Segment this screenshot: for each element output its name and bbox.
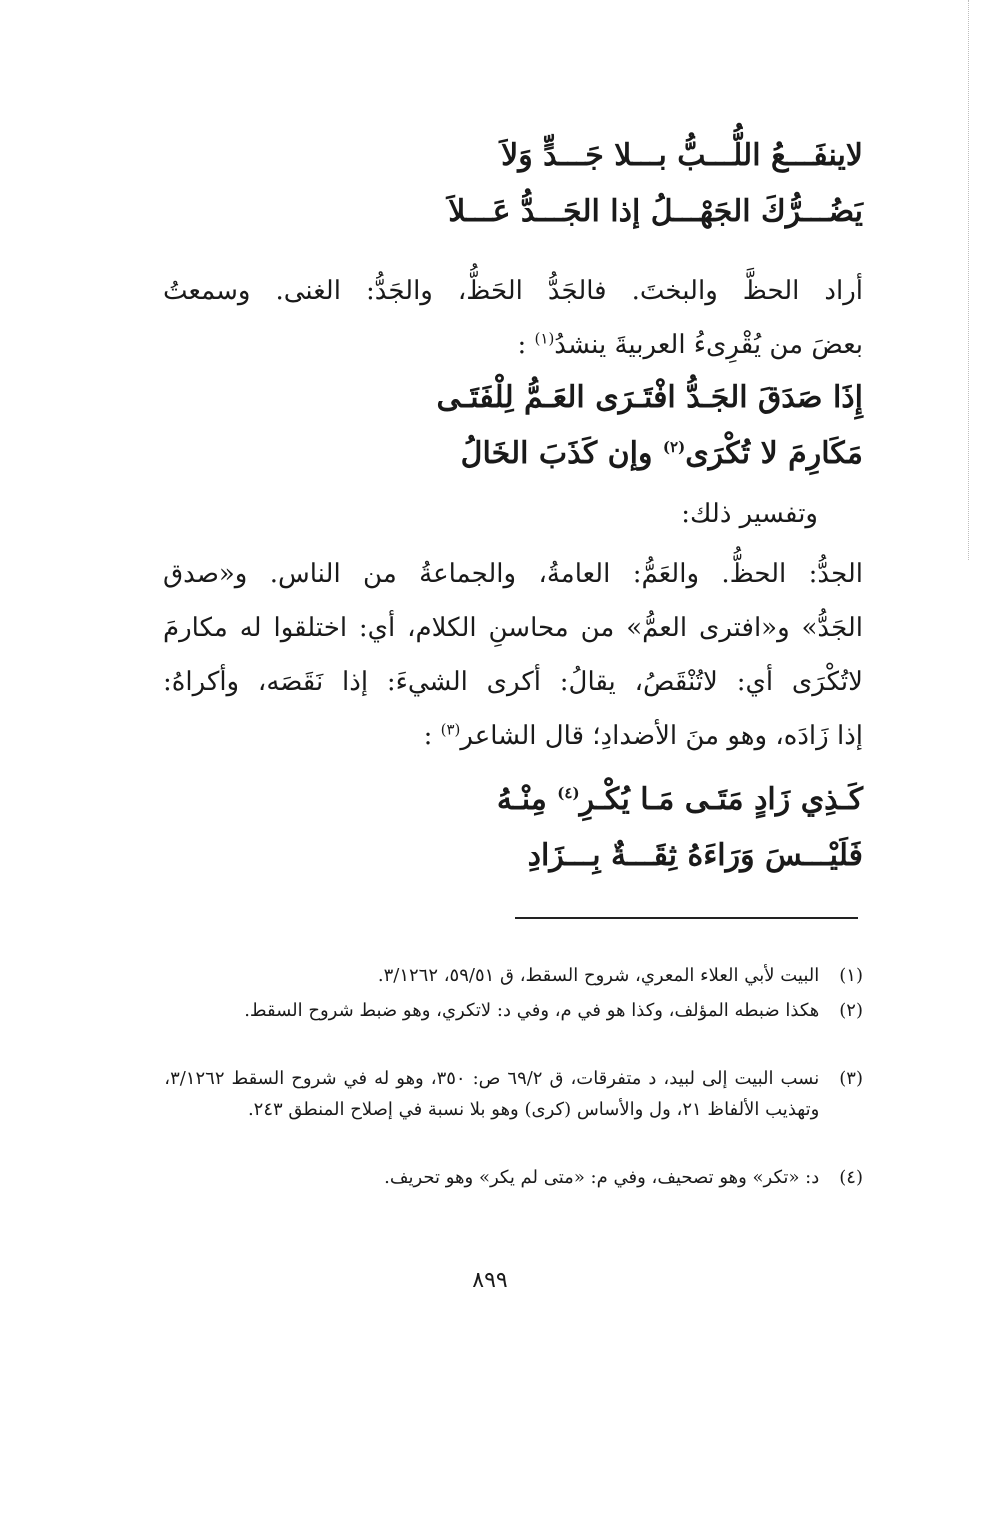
verse-2-hemistich-1: إِذَا صَدَقَ الجَـدُّ افْتَـرَى العَـمُّ لِلْفَتَـى [436,380,863,415]
footnote-3-text: نسب البيت إلى لبيد، د متفرقات، ق ٦٩/٢ ص: ٣٥٠، وهو له في شروح السقط ٣/١٢٦٢، وتهذيب الألفاظ ٢١، ول والأساس (كرى) وهو بلا نسبة في إصلاح المنطق ٢٤٣. [164,1068,820,1120]
verse-1 [163,128,863,240]
footnote-ref-4: (٤) [557,784,580,802]
verse-2-hemistich-2-b: وإن كَذَبَ الخَالُ [460,436,663,471]
footnote-2-number: (٢) [839,1000,863,1021]
verse-3 [163,772,863,884]
verse-3-hemistich-1-b: مِنْـهُ [496,782,558,817]
paragraph-2-line-1: الجدُّ: الحظُّ. والعَمُّ: العامةُ، والجماعةُ من الناس. و«صدق [163,559,863,589]
footnote-2 [163,995,863,1026]
footnote-4-number: (٤) [839,1167,863,1188]
paragraph-1-line-1: أراد الحظَّ والبختَ. فالجَدُّ الحَظُّ، والجَدُّ: الغنى. وسمعتُ [163,276,863,306]
footnote-2-text: هكذا ضبطه المؤلف، وكذا هو في م، وفي د: لاتكري، وهو ضبط شروح السقط. [244,1000,820,1021]
footnote-3-number: (٣) [839,1068,863,1089]
paragraph-1-colon: : [517,330,535,360]
verse-2-hemistich-2-a: مَكَارِمَ لا تُكْرَى [685,436,863,471]
paragraph-2-line-4-text: إذا زَادَه، وهو منَ الأضدادِ؛ قال الشاعر [460,721,863,751]
page-number: ٨٩٩ [472,1268,508,1293]
verse-3-hemistich-2: فَلَيْـــسَ وَرَاءَهُ ثِقَـــةٌ بِـــزَادِ [527,838,863,873]
footnote-1-text: البيت لأبي العلاء المعري، شروح السقط، ق ٥٩/٥١، ٣/١٢٦٢. [377,965,820,986]
paragraph-2 [163,547,863,763]
paragraph-1-line-2-text: بعضَ من يُقْرِىءُ العربيةَ ينشدُ [554,330,863,360]
paragraph-1-line-2 [163,318,863,372]
footnote-ref-2: (٢) [662,438,686,456]
verse-3-hemistich-1-a: كَـذِي زَادٍ مَتَـى مَـا يُكْـرِ [579,782,863,817]
verse-1-hemistich-1: لاينفَـــعُ اللُّـــبُّ بـــلا جَـــدٍّ وَلاَ [501,138,863,173]
verse-1-hemistich-2: يَضُـــرُّكَ الجَهْـــلُ إذا الجَـــدُّ عَـــلاَ [448,194,863,229]
footnote-1 [163,960,863,991]
verse-2-hemistich-2 [163,426,863,482]
verse-2 [163,370,863,482]
footnote-ref-3: (٣) [440,720,461,739]
footnote-separator [515,917,858,919]
footnote-4-text: د: «تكر» وهو تصحيف، وفي م: «متى لم يكر» وهو تحريف. [384,1167,820,1188]
paragraph-2-line-4 [163,709,863,763]
verse-3-hemistich-1 [163,772,863,828]
footnote-4 [163,1162,863,1193]
paragraph-2-line-2: الجَدُّ» و«افترى العمُّ» من محاسنِ الكلام، أي: اختلقوا له مكارمَ [163,613,863,643]
footnote-ref-1: (١) [534,329,555,348]
paragraph-2-line-3: لاتُكْرَى أي: لاتُنْقَصُ، يقالُ: أكرى الشيءَ: إذا نَقَصَه، وأكراهُ: [163,667,863,697]
footnote-1-number: (١) [839,965,863,986]
paragraph-2-colon: : [423,721,441,751]
explanation-intro: وتفسير ذلك: [681,499,818,529]
footnote-3 [163,1063,863,1125]
page-edge-dots [968,0,969,560]
paragraph-1 [163,264,863,372]
